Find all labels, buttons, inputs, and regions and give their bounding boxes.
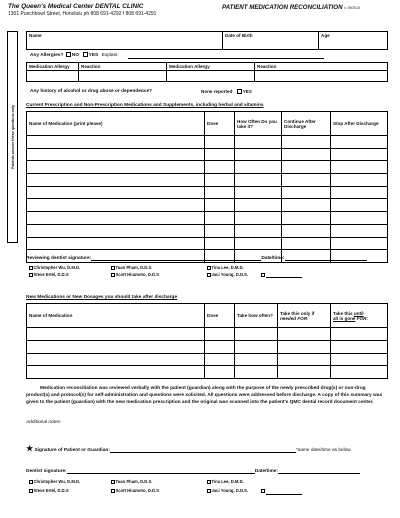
dentist-checkbox[interactable] xyxy=(29,489,33,493)
reviewing-datetime-label: Date/time: xyxy=(261,256,285,261)
allergy-cell[interactable] xyxy=(27,71,79,82)
current-med-cell[interactable] xyxy=(235,212,282,225)
current-med-cell[interactable] xyxy=(205,161,235,174)
new-med-cell[interactable] xyxy=(235,366,278,379)
allergy-table xyxy=(26,62,388,82)
name-label: Name xyxy=(29,33,42,38)
current-meds-table xyxy=(26,111,388,263)
current-med-cell[interactable] xyxy=(331,237,388,250)
until-gone-line1: Take this xyxy=(333,310,353,316)
new-med-cell[interactable] xyxy=(331,366,388,379)
other-dentist-checkbox[interactable] xyxy=(261,273,265,277)
current-med-cell[interactable] xyxy=(27,224,205,237)
dentist-checkbox[interactable] xyxy=(207,273,211,277)
current-med-cell[interactable] xyxy=(331,199,388,212)
new-med-cell[interactable] xyxy=(27,366,205,379)
allergy-col-med: Medication Allergy xyxy=(27,63,79,71)
current-med-cell[interactable] xyxy=(331,148,388,161)
other-dentist-checkbox[interactable] xyxy=(261,489,265,493)
alcohol-yes-checkbox[interactable] xyxy=(237,89,242,94)
dentist-option: Tina Lee, D.M.D. xyxy=(211,479,244,484)
dob-field[interactable] xyxy=(223,32,319,50)
dentist-signature-line[interactable] xyxy=(67,473,255,474)
sidebar-note: Patients answer these questions only xyxy=(10,104,15,170)
new-med-cell[interactable] xyxy=(235,340,278,353)
current-med-cell[interactable] xyxy=(282,186,331,199)
dentist-checkbox[interactable] xyxy=(207,480,211,484)
current-med-cell[interactable] xyxy=(331,212,388,225)
new-med-cell[interactable] xyxy=(205,340,235,353)
dentist-signature-label: Dentist signature: xyxy=(26,469,67,474)
current-med-cell[interactable] xyxy=(205,136,235,149)
clinic-name: The Queen's Medical Center DENTAL CLINIC xyxy=(8,3,144,10)
current-med-cell[interactable] xyxy=(27,148,205,161)
allergy-col-reaction2: Reaction xyxy=(255,63,388,71)
current-med-cell[interactable] xyxy=(235,174,282,187)
current-meds-heading: Current Prescription and Non-Prescription Medications and Supplements, including herbal and vitamins xyxy=(26,103,264,108)
dentist-option: Steve Ertel, D.D.S xyxy=(33,272,69,277)
form-version: v. 09/2015 xyxy=(344,6,360,10)
dentist-option: Scott Hiramoto, D.D.S xyxy=(115,272,160,277)
current-med-cell[interactable] xyxy=(27,212,205,225)
new-col-often: Take how often? xyxy=(235,304,278,328)
current-med-cell[interactable] xyxy=(205,212,235,225)
dentist-signature-row xyxy=(26,469,388,474)
dentist-option: Christopher Wu, D.M.D. xyxy=(33,479,81,484)
dentist-datetime-label: Date/time: xyxy=(254,469,278,474)
allergy-yes-label: YES xyxy=(88,52,99,58)
allergy-col-reaction: Reaction xyxy=(79,63,167,71)
current-med-cell[interactable] xyxy=(235,199,282,212)
age-label: Age xyxy=(321,33,330,38)
allergy-question: Any Allergies? xyxy=(30,52,64,58)
allergy-explain-line[interactable] xyxy=(128,58,324,59)
current-med-cell[interactable] xyxy=(282,224,331,237)
reviewing-dentist-list xyxy=(28,264,388,278)
dentist-checkbox[interactable] xyxy=(29,266,33,270)
form-title xyxy=(222,4,360,11)
dob-label: Date of Birth xyxy=(225,33,253,38)
current-med-cell[interactable] xyxy=(27,161,205,174)
new-med-cell[interactable] xyxy=(205,353,235,366)
current-med-cell[interactable] xyxy=(282,161,331,174)
name-field[interactable] xyxy=(27,32,223,50)
new-meds-heading: New Medications or New Dosages you should take after discharge xyxy=(26,295,178,300)
current-med-cell[interactable] xyxy=(282,212,331,225)
dentist-option: Tina Lee, D.M.D. xyxy=(211,265,244,270)
current-med-cell[interactable] xyxy=(331,161,388,174)
patient-section-sidebar xyxy=(7,31,18,243)
additional-notes-label: Additional notes: xyxy=(26,420,62,425)
reviewing-signature-row xyxy=(26,256,388,261)
new-med-cell[interactable] xyxy=(331,353,388,366)
allergy-no-checkbox[interactable] xyxy=(66,52,71,57)
dentist-checkbox[interactable] xyxy=(111,480,115,484)
current-med-cell[interactable] xyxy=(331,224,388,237)
current-med-cell[interactable] xyxy=(282,148,331,161)
current-med-cell[interactable] xyxy=(205,237,235,250)
new-med-cell[interactable] xyxy=(278,328,331,341)
allergy-explain-label: Explain: xyxy=(101,52,119,58)
dentist-option: Steve Ertel, D.D.S xyxy=(33,488,69,493)
dentist-checkbox[interactable] xyxy=(111,273,115,277)
dentist-checkbox[interactable] xyxy=(111,266,115,270)
if-needed-line2: needed FOR: xyxy=(280,315,309,321)
current-med-cell[interactable] xyxy=(235,161,282,174)
patient-info-table xyxy=(26,31,388,50)
dentist-checkbox[interactable] xyxy=(29,273,33,277)
current-med-cell[interactable] xyxy=(27,186,205,199)
reviewing-datetime-line[interactable] xyxy=(285,260,367,261)
new-med-cell[interactable] xyxy=(27,353,205,366)
current-col-dose: Dose xyxy=(205,112,235,136)
dentist-checkbox[interactable] xyxy=(207,266,211,270)
allergy-cell[interactable] xyxy=(79,71,167,82)
new-med-cell[interactable] xyxy=(205,366,235,379)
current-med-cell[interactable] xyxy=(282,136,331,149)
current-med-cell[interactable] xyxy=(282,199,331,212)
dentist-checkbox[interactable] xyxy=(29,480,33,484)
allergy-cell[interactable] xyxy=(255,71,388,82)
alcohol-yes-label: YES xyxy=(242,89,252,94)
alcohol-answers xyxy=(201,89,252,94)
current-med-cell[interactable] xyxy=(235,237,282,250)
reconciliation-statement: Medication reconciliation was reviewed verbally with the patient (guardian) along with the purpose of the newly prescribed drug(s) or non-drug product(s) and protocol(s) for self-administration and questions were solicited. All questions were addressed before discharge. A copy of this summary was given to the patient (guardian) with the new medication prescription and the original was scanned into the patient's QMC dental record document center. xyxy=(26,386,383,405)
reviewing-signature-line[interactable] xyxy=(91,260,261,261)
new-meds-table xyxy=(26,303,388,379)
current-med-cell[interactable] xyxy=(331,136,388,149)
new-col-name: Name of Medication xyxy=(27,304,205,328)
dentist-option: Jaci Young, D.D.S. xyxy=(211,272,249,277)
new-med-cell[interactable] xyxy=(331,328,388,341)
star-icon: ★ xyxy=(26,444,34,453)
dentist-option: Jaci Young, D.D.S. xyxy=(211,488,249,493)
dentist-checkbox[interactable] xyxy=(207,489,211,493)
form-title-text: PATIENT MEDICATION RECONCILIATION xyxy=(222,4,343,11)
dentist-option: Tuan Pham, D.D.S. xyxy=(115,265,153,270)
other-dentist-line[interactable] xyxy=(266,277,302,278)
current-med-cell[interactable] xyxy=(205,174,235,187)
allergy-no-label: NO xyxy=(71,52,79,58)
new-col-if-needed xyxy=(278,304,331,328)
current-med-cell[interactable] xyxy=(235,136,282,149)
if-needed-line1: Take this only if xyxy=(280,310,315,316)
current-med-cell[interactable] xyxy=(27,199,205,212)
until-gone-for: FOR: xyxy=(356,315,368,321)
current-med-cell[interactable] xyxy=(27,237,205,250)
new-med-cell[interactable] xyxy=(205,328,235,341)
patient-signature-line[interactable] xyxy=(110,452,296,453)
new-med-cell[interactable] xyxy=(27,328,205,341)
allergy-yes-checkbox[interactable] xyxy=(83,52,88,57)
current-med-cell[interactable] xyxy=(331,174,388,187)
allergy-question-row xyxy=(30,52,119,58)
age-field[interactable] xyxy=(319,32,388,50)
allergy-cell[interactable] xyxy=(167,71,255,82)
current-med-cell[interactable] xyxy=(27,174,205,187)
current-med-cell[interactable] xyxy=(205,199,235,212)
current-col-stop: Stop After Discharge xyxy=(331,112,388,136)
current-med-cell[interactable] xyxy=(205,224,235,237)
new-med-cell[interactable] xyxy=(278,366,331,379)
new-col-until-gone xyxy=(331,304,388,328)
clinic-address: 1301 Punchbowl Street, Honolulu ph 808 691-4292 f 808 691-4291 xyxy=(8,11,157,17)
current-col-name: Name of Medication (print please) xyxy=(27,112,205,136)
current-col-continue: Continue After Discharge xyxy=(282,112,331,136)
new-col-dose: Dose xyxy=(205,304,235,328)
dentist-option: Tuan Pham, D.D.S. xyxy=(115,479,153,484)
current-med-cell[interactable] xyxy=(235,186,282,199)
current-med-cell[interactable] xyxy=(235,224,282,237)
allergy-col-med2: Medication Allergy xyxy=(167,63,255,71)
dentist-list xyxy=(28,477,388,495)
dentist-option: Christopher Wu, D.M.D. xyxy=(33,265,81,270)
dentist-datetime-line[interactable] xyxy=(278,473,360,474)
patient-signature-label: Signature of Patient or Guardian: xyxy=(34,448,110,453)
same-datetime-note: *same date/time as below xyxy=(295,448,351,453)
other-dentist-line[interactable] xyxy=(266,494,302,495)
until-gone-all: all is gone xyxy=(333,315,356,321)
current-med-cell[interactable] xyxy=(205,148,235,161)
new-med-cell[interactable] xyxy=(278,353,331,366)
alcohol-none-label: None reported xyxy=(201,89,233,94)
current-med-cell[interactable] xyxy=(282,174,331,187)
new-med-cell[interactable] xyxy=(278,340,331,353)
dentist-checkbox[interactable] xyxy=(111,489,115,493)
dentist-option: Scott Hiramoto, D.D.S xyxy=(115,488,160,493)
current-med-cell[interactable] xyxy=(235,148,282,161)
new-med-cell[interactable] xyxy=(331,340,388,353)
new-med-cell[interactable] xyxy=(235,353,278,366)
reviewing-label: Reviewing dentist signature: xyxy=(26,256,92,261)
new-med-cell[interactable] xyxy=(27,340,205,353)
additional-notes-area[interactable] xyxy=(26,427,388,443)
current-col-often: How Often Do you take it? xyxy=(235,112,282,136)
clinic-header xyxy=(8,3,156,17)
patient-signature-row xyxy=(26,444,388,453)
new-med-cell[interactable] xyxy=(235,328,278,341)
alcohol-question: Any history of alcohol or drug abuse or dependence? xyxy=(30,89,153,94)
until-gone-until: until xyxy=(353,310,364,316)
current-med-cell[interactable] xyxy=(27,136,205,149)
current-med-cell[interactable] xyxy=(205,186,235,199)
current-med-cell[interactable] xyxy=(331,186,388,199)
current-med-cell[interactable] xyxy=(282,237,331,250)
